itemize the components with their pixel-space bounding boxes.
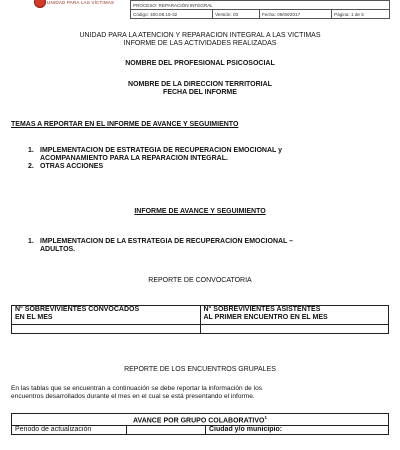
group-meetings-heading: REPORTE DE LOS ENCUENTROS GRUPALES [124, 366, 276, 373]
call-report-heading: REPORTE DE CONVOCATORIA [148, 277, 252, 284]
footnote-marker: 1 [264, 415, 267, 420]
header-version: Versión: 03 [213, 10, 260, 19]
collaborative-group-title-text: AVANCE POR GRUPO COLABORATIVO [133, 417, 265, 425]
attending-header-line-2: AL PRIMER ENCUENTRO EN EL MES [203, 314, 328, 321]
list-item-text: IMPLEMENTACION DE LA ESTRATEGIA DE RECUPERACION EMOCIONAL – [40, 238, 294, 245]
topics-heading: TEMAS A REPORTAR EN EL INFORME DE AVANCE Y SEGUIMIENTO [11, 121, 239, 128]
list-item-text-cont: ACOMPANAMIENTO PARA LA REPARACION INTEGRAL. [40, 155, 228, 162]
strategy-list [28, 238, 388, 258]
update-period-cell[interactable] [127, 426, 206, 435]
call-report-table [11, 305, 389, 334]
update-period-label: Periodo de actualización [12, 426, 127, 435]
list-item-text-cont: ADULTOS. [40, 246, 76, 253]
convened-survivors-header [12, 306, 201, 325]
collaborative-group-title [12, 414, 389, 426]
list-item-number: 1. [28, 147, 34, 154]
group-meetings-paragraph-2: encuentros desarrollados durante el mes en el cual se está presentando el informe. [11, 393, 255, 400]
header-code: Código: 400.08.15-32 [131, 10, 213, 19]
collaborative-group-table [11, 413, 389, 435]
report-date-label: FECHA DEL INFORME [163, 89, 237, 96]
title-line-1: UNIDAD PARA LA ATENCION Y REPARACION INTEGRAL A LAS VICTIMAS [79, 32, 321, 39]
convened-header-line-2: EN EL MES [15, 314, 53, 321]
list-item-number: 2. [28, 163, 34, 170]
header-info-table [130, 0, 390, 19]
attending-survivors-cell[interactable] [200, 325, 389, 334]
attending-survivors-header [200, 306, 389, 325]
group-meetings-paragraph-1: En las tablas que se encuentran a continuación se debe reportar la información de los [11, 385, 263, 392]
direction-name-label: NOMBRE DE LA DIRECCION TERRITORIAL [128, 81, 272, 88]
list-item-number: 1. [28, 238, 34, 245]
convened-survivors-cell[interactable] [12, 325, 201, 334]
city-municipality-label: Ciudad y/o municipio: [206, 426, 389, 435]
header-process: PROCESO: REPARACIÓN INTEGRAL [131, 1, 390, 10]
professional-name-label: NOMBRE DEL PROFESIONAL PSICOSOCIAL [125, 60, 275, 67]
progress-heading: INFORME DE AVANCE Y SEGUIMIENTO [134, 208, 266, 215]
seal-icon [34, 0, 46, 8]
convened-header-line-1: N° SOBREVIVIENTES CONVOCADOS [15, 306, 140, 313]
document-header [33, 0, 390, 20]
institution-logo [33, 0, 129, 9]
header-date: Fecha: 09/08/2017 [259, 10, 331, 19]
list-item-text: OTRAS ACCIONES [40, 163, 104, 170]
topics-list [28, 147, 388, 177]
header-page: Página: 1 de 5 [332, 10, 390, 19]
logo-brand-text: UNIDAD PARA LAS VÍCTIMAS [47, 0, 115, 5]
attending-header-line-1: N° SOBREVIVIENTES ASISTENTES [203, 306, 321, 313]
title-line-2: INFORME DE LAS ACTIVIDADES REALIZADAS [123, 40, 277, 47]
list-item-text: IMPLEMENTACION DE ESTRATEGIA DE RECUPERACION EMOCIONAL y [40, 147, 283, 154]
